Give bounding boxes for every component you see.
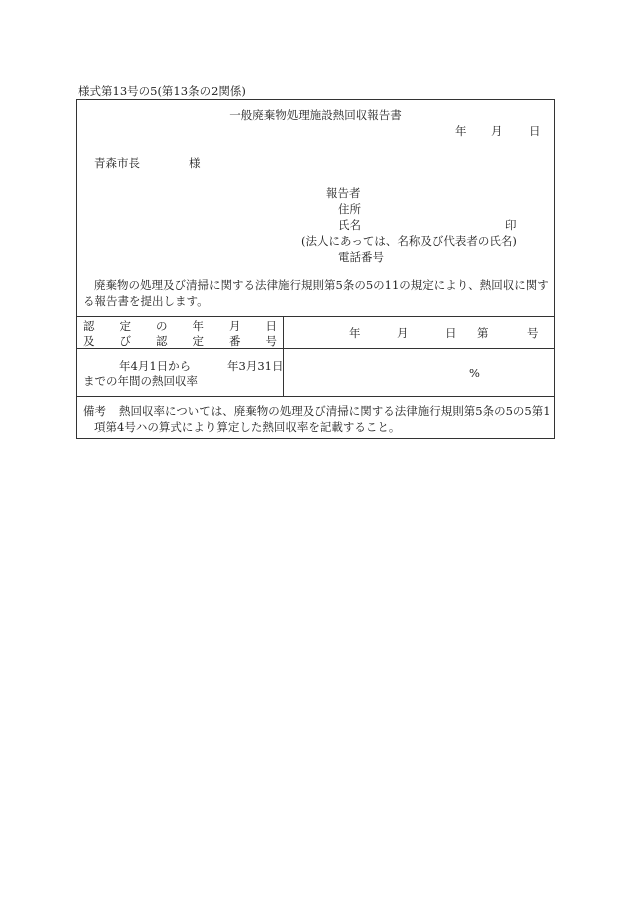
cert-number-prefix: 第 [477,326,489,340]
certification-label-line1: 認定の年月日 [83,319,277,333]
table-column-divider [283,316,284,396]
date-month-label: 月 [491,124,503,138]
form-number: 様式第13号の5(第13条の2関係) [78,84,246,98]
annual-recovery-rate-label: までの年間の熱回収率 [83,374,198,388]
remarks-line1: 熱回収率については、廃棄物の処理及び清掃に関する法律施行規則第5条の5の5第1 [119,404,551,418]
recovery-rate-percent: % [469,366,480,380]
cert-year-label: 年 [349,326,361,340]
body-text-line1: 廃棄物の処理及び清掃に関する法律施行規則第5条の5の11の規定により、熱回収に関す [94,278,549,292]
table-bottom-border [77,396,554,397]
addressee-honorific: 様 [189,156,201,170]
period-from-label: 年4月1日から [119,359,192,373]
date-year-label: 年 [455,124,467,138]
body-text-line2: る報告書を提出します。 [83,294,209,308]
table-top-border [77,316,554,317]
certification-label-line2: 及び認定番号 [83,334,277,348]
reporter-phone-label: 電話番号 [338,250,384,264]
seal-mark: 印 [505,218,517,232]
report-form [76,99,555,439]
remarks-label: 備考 [83,404,106,418]
cert-number-suffix: 号 [527,326,539,340]
corporate-note: (法人にあっては、名称及び代表者の氏名) [301,234,517,248]
addressee-name: 青森市長 [94,156,140,170]
reporter-heading: 報告者 [326,186,361,200]
date-day-label: 日 [529,124,541,138]
reporter-address-label: 住所 [338,202,361,216]
remarks-line2: 項第4号ハの算式により算定した熱回収率を記載すること。 [94,420,401,434]
cert-month-label: 月 [397,326,409,340]
cert-day-label: 日 [445,326,457,340]
reporter-name-label: 氏名 [338,218,361,232]
table-row-divider [77,348,554,349]
period-to-label: 年3月31日 [227,359,284,373]
form-title: 一般廃棄物処理施設熱回収報告書 [229,108,402,122]
